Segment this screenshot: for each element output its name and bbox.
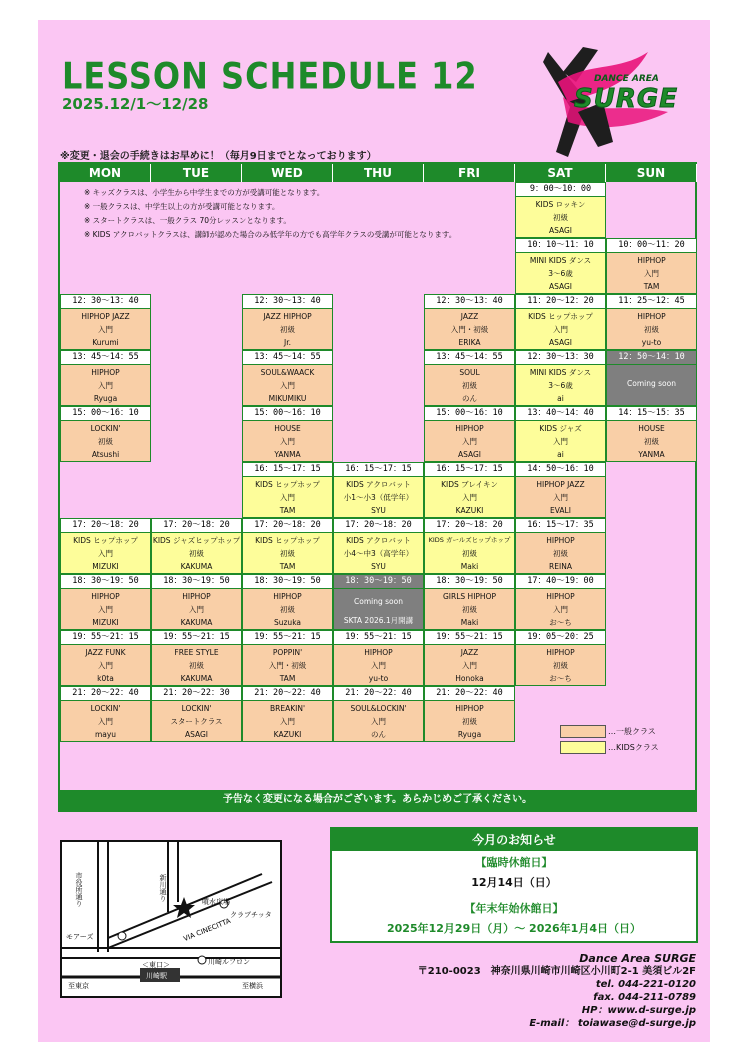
slot-instructor: Maki — [460, 562, 479, 571]
slot-class-name: HIPHOP — [546, 592, 575, 601]
slot-class-name: KIDS ヒップホップ — [528, 312, 593, 321]
slot-time: 16：15～17：35 — [516, 519, 605, 533]
slot-instructor: ASAGI — [548, 338, 573, 347]
slot-class-name: KIDS ヒップホップ — [73, 536, 138, 545]
slot-level: 3～6歳 — [548, 381, 573, 390]
slot-instructor: ASAGI — [548, 282, 573, 291]
lesson-slot — [515, 350, 606, 406]
day-header-sat: SAT — [515, 164, 606, 182]
lesson-slot — [60, 294, 151, 350]
lesson-slot — [333, 686, 424, 742]
lesson-slot — [333, 462, 424, 518]
slot-class-name: HIPHOP JAZZ — [536, 480, 585, 489]
lesson-slot — [515, 238, 606, 294]
lesson-slot — [515, 462, 606, 518]
slot-instructor: TAM — [279, 562, 296, 571]
lesson-slot — [60, 686, 151, 742]
lesson-slot — [242, 406, 333, 462]
slot-level: 入門 — [644, 269, 659, 278]
slot-level: 3～6歳 — [548, 269, 573, 278]
slot-instructor: TAM — [279, 506, 296, 515]
slot-instructor: ai — [557, 394, 564, 403]
slot-time: 19：55～21：15 — [243, 631, 332, 645]
map-label: クラブチッタ — [230, 911, 272, 919]
day-header-fri: FRI — [424, 164, 515, 182]
slot-instructor: KAKUMA — [180, 562, 213, 571]
slot-instructor: MIKUMIKU — [268, 394, 307, 403]
lesson-slot — [242, 630, 333, 686]
lesson-slot — [606, 406, 697, 462]
map-label: 川崎駅 — [146, 972, 167, 980]
lesson-slot — [424, 574, 515, 630]
slot-level: 入門 — [98, 325, 113, 334]
slot-level: 初級 — [189, 549, 204, 558]
lesson-slot — [606, 350, 697, 406]
slot-time: 21：20～22：40 — [334, 687, 423, 701]
slot-level: 入門 — [371, 717, 386, 726]
slot-level: 入門・初級 — [268, 661, 307, 670]
slot-time: 13：45～14：55 — [425, 351, 514, 365]
slot-time: 12：30～13：30 — [516, 351, 605, 365]
news-line: 2025年12月29日（月）～ 2026年1月4日（日） — [387, 922, 641, 935]
lesson-slot — [424, 630, 515, 686]
slot-time: 17：20～18：20 — [425, 519, 514, 533]
map-label: 川崎ルフロン — [208, 958, 250, 966]
slot-level: スタートクラス — [170, 717, 223, 726]
slot-class-name: LOCKIN' — [181, 704, 212, 713]
slot-class-name: SOUL&WAACK — [260, 368, 315, 377]
slot-class-name: KIDS ブレイキン — [441, 480, 498, 489]
slot-time: 19：55～21：15 — [152, 631, 241, 645]
slot-instructor: SYU — [371, 506, 386, 515]
access-map — [60, 840, 282, 998]
schedule-period: 2025.12/1～12/28 — [62, 95, 209, 113]
legend-kids-label: …KIDSクラス — [608, 743, 659, 752]
lesson-slot — [424, 462, 515, 518]
slot-class-name: HOUSE — [638, 424, 665, 433]
slot-instructor: SKTA 2026.1月開講 — [343, 616, 414, 625]
slot-level: 入門 — [98, 717, 113, 726]
slot-time: 18：30～19：50 — [334, 575, 423, 589]
slot-level: 小4～中3（高学年） — [343, 549, 414, 558]
slot-instructor: お～ち — [549, 674, 572, 683]
slot-class-name: SOUL&LOCKIN' — [350, 704, 407, 713]
slot-class-name: HIPHOP — [91, 592, 120, 601]
slot-time: 18：30～19：50 — [152, 575, 241, 589]
slot-level: 初級 — [280, 325, 295, 334]
slot-class-name: KIDS ヒップホップ — [255, 536, 320, 545]
slot-time: 19：55～21：15 — [425, 631, 514, 645]
slot-time: 16：15～17：15 — [334, 463, 423, 477]
slot-class-name: LOCKIN' — [90, 424, 121, 433]
slot-level: 入門 — [98, 605, 113, 614]
lesson-slot — [424, 350, 515, 406]
slot-level: 初級 — [644, 325, 659, 334]
legend-kids-swatch — [560, 741, 606, 754]
slot-time: 11：25～12：45 — [607, 295, 696, 309]
monthly-news — [330, 827, 698, 943]
slot-level: 入門 — [98, 381, 113, 390]
slot-instructor: ai — [557, 450, 564, 459]
slot-level: 初級 — [462, 549, 477, 558]
slot-class-name: LOCKIN' — [90, 704, 121, 713]
slot-time: 21：20～22：40 — [61, 687, 150, 701]
address: 〒210-0023 神奈川県川崎市川崎区小川町2-1 美須ビル2F — [417, 966, 696, 977]
slot-class-name: HIPHOP — [364, 648, 393, 657]
slot-level: 入門 — [553, 437, 568, 446]
slot-instructor: EVALI — [550, 506, 571, 515]
slot-level: 入門・初級 — [450, 325, 489, 334]
slot-level: 入門 — [462, 661, 477, 670]
slot-class-name: JAZZ HIPHOP — [263, 312, 312, 321]
news-line: 【年末年始休館日】 — [464, 902, 564, 915]
studio-name: Dance Area SURGE — [579, 952, 696, 965]
slot-class-name: BREAKIN' — [269, 704, 306, 713]
slot-time: 18：30～19：50 — [61, 575, 150, 589]
slot-instructor: KAKUMA — [180, 618, 213, 627]
slot-instructor: KAZUKI — [455, 506, 484, 515]
slot-level: 初級 — [98, 437, 113, 446]
slot-class-name: HIPHOP — [637, 312, 666, 321]
lesson-slot — [515, 574, 606, 630]
slot-time: 12：30～13：40 — [61, 295, 150, 309]
lesson-slot — [242, 518, 333, 574]
slot-instructor: yu-to — [641, 338, 662, 347]
lesson-slot — [606, 238, 697, 294]
slot-level: 入門 — [280, 493, 295, 502]
lesson-slot — [606, 294, 697, 350]
map-label: 新川通り — [159, 874, 167, 902]
lesson-slot — [60, 350, 151, 406]
slot-instructor: YANMA — [638, 450, 665, 459]
tel: tel. 044-221-0120 — [595, 979, 696, 990]
slot-time: 17：40～19：00 — [516, 575, 605, 589]
lesson-slot — [515, 518, 606, 574]
slot-level: 入門 — [553, 605, 568, 614]
day-header-mon: MON — [60, 164, 151, 182]
lesson-slot — [424, 686, 515, 742]
lesson-slot — [242, 574, 333, 630]
lesson-slot — [515, 182, 606, 238]
surge-logo — [528, 42, 678, 162]
news-title: 今月のお知らせ — [332, 829, 696, 851]
map-label: 市役所通り — [75, 872, 83, 907]
day-header-sun: SUN — [606, 164, 697, 182]
slot-class-name: HIPHOP — [455, 704, 484, 713]
note-line: ※ KIDS アクロバットクラスは、講師が認めた場合のみ低学年の方でも高学年クラスの受講が可能となります。 — [84, 230, 457, 239]
schedule-page — [38, 20, 710, 1042]
slot-instructor: SYU — [371, 562, 386, 571]
slot-class-name: Coming soon — [627, 379, 676, 388]
slot-instructor: TAM — [279, 674, 296, 683]
lesson-slot — [60, 406, 151, 462]
email-link[interactable]: E-mail： toiawase@d-surge.jp — [529, 1018, 696, 1029]
lesson-slot — [242, 294, 333, 350]
logo-wordmark: SURGE — [574, 84, 678, 114]
slot-class-name: JAZZ FUNK — [85, 648, 126, 657]
slot-instructor: ERIKA — [458, 338, 481, 347]
slot-time: 17：20～18：20 — [152, 519, 241, 533]
slot-time: 19：55～21：15 — [61, 631, 150, 645]
slot-level: 初級 — [553, 549, 568, 558]
slot-class-name: HIPHOP — [91, 368, 120, 377]
slot-time: 13：40～14：40 — [516, 407, 605, 421]
slot-time: 17：20～18：20 — [61, 519, 150, 533]
lesson-slot — [151, 630, 242, 686]
slot-class-name: KIDS ロッキン — [535, 200, 586, 209]
lesson-slot — [424, 518, 515, 574]
slot-class-name: JAZZ — [460, 312, 479, 321]
slot-time: 13：45～14：55 — [243, 351, 332, 365]
slot-class-name: KIDS ガールズヒップホップ — [428, 536, 511, 544]
slot-class-name: HIPHOP — [273, 592, 302, 601]
note-line: ※ キッズクラスは、小学生から中学生までの方が受講可能となります。 — [84, 188, 325, 197]
slot-instructor: TAM — [643, 282, 660, 291]
slot-instructor: Suzuka — [273, 618, 301, 627]
slot-time: 17：20～18：20 — [334, 519, 423, 533]
slot-level: 入門 — [553, 325, 568, 334]
slot-time: 18：30～19：50 — [425, 575, 514, 589]
news-line: 12月14日（日） — [471, 876, 557, 889]
slot-level: 入門 — [98, 661, 113, 670]
slot-time: 19：05～20：25 — [516, 631, 605, 645]
news-line: 【臨時休館日】 — [475, 856, 553, 869]
lesson-slot — [333, 574, 424, 630]
slot-instructor: Maki — [460, 618, 479, 627]
lesson-slot — [151, 574, 242, 630]
day-header-wed: WED — [242, 164, 333, 182]
logo-subtitle: DANCE AREA — [594, 74, 659, 84]
slot-time: 21：20～22：30 — [152, 687, 241, 701]
day-header-thu: THU — [333, 164, 424, 182]
slot-instructor: MIZUKI — [92, 562, 119, 571]
slot-time: 9：00～10：00 — [516, 183, 605, 197]
slot-class-name: Coming soon — [354, 597, 403, 606]
schedule-title: LESSON SCHEDULE 12 — [62, 54, 478, 98]
slot-instructor: お～ち — [549, 618, 572, 627]
lesson-slot — [60, 518, 151, 574]
slot-level: 初級 — [462, 381, 477, 390]
slot-time: 12：30～13：40 — [243, 295, 332, 309]
slot-class-name: KIDS ジャズ — [539, 424, 582, 433]
slot-class-name: FREE STYLE — [174, 648, 219, 657]
slot-class-name: KIDS ジャズヒップホップ — [152, 536, 241, 545]
slot-level: 初級 — [462, 605, 477, 614]
slot-level: 初級 — [553, 213, 568, 222]
slot-level: 入門 — [371, 661, 386, 670]
slot-level: 小1～小3（低学年） — [343, 493, 414, 502]
homepage-link[interactable]: HP：www.d-surge.jp — [581, 1005, 696, 1016]
map-label: 至東京 — [68, 982, 89, 990]
slot-instructor: Kurumi — [92, 338, 119, 347]
slot-time: 16：15～17：15 — [243, 463, 332, 477]
lesson-slot — [515, 406, 606, 462]
slot-time: 12：50～14：10 — [607, 351, 696, 365]
slot-class-name: SOUL — [459, 368, 480, 377]
slot-level: 入門 — [462, 437, 477, 446]
day-header-tue: TUE — [151, 164, 242, 182]
map-label: モアーズ — [66, 933, 94, 941]
slot-time: 12：30～13：40 — [425, 295, 514, 309]
slot-instructor: Ryuga — [93, 394, 118, 403]
slot-class-name: HIPHOP — [182, 592, 211, 601]
legend-general-label: …一般クラス — [608, 727, 656, 736]
slot-instructor: mayu — [94, 730, 117, 739]
slot-level: 初級 — [462, 717, 477, 726]
slot-time: 16：15～17：15 — [425, 463, 514, 477]
slot-class-name: HIPHOP — [546, 536, 575, 545]
lesson-slot — [333, 630, 424, 686]
slot-instructor: KAKUMA — [180, 674, 213, 683]
slot-instructor: REINA — [549, 562, 572, 571]
slot-time: 21：20～22：40 — [243, 687, 332, 701]
slot-time: 18：30～19：50 — [243, 575, 332, 589]
slot-class-name: HIPHOP — [637, 256, 666, 265]
slot-instructor: ASAGI — [457, 450, 482, 459]
lesson-slot — [515, 294, 606, 350]
slot-instructor: Honoka — [455, 674, 484, 683]
slot-class-name: HIPHOP — [455, 424, 484, 433]
lesson-slot — [242, 686, 333, 742]
slot-level: 初級 — [644, 437, 659, 446]
slot-class-name: MINI KIDS ダンス — [529, 256, 592, 265]
lesson-slot — [515, 630, 606, 686]
slot-class-name: JAZZ — [460, 648, 479, 657]
slot-level: 入門 — [280, 381, 295, 390]
slot-class-name: KIDS ヒップホップ — [255, 480, 320, 489]
fax: fax. 044-211-0789 — [593, 992, 696, 1003]
note-line: ※ 一般クラスは、中学生以上の方が受講可能となります。 — [84, 202, 280, 211]
slot-instructor: KAZUKI — [273, 730, 302, 739]
note-line: ※ スタートクラスは、一般クラス 70分レッスンとなります。 — [84, 216, 291, 225]
class-notes — [84, 186, 456, 242]
slot-instructor: MIZUKI — [92, 618, 119, 627]
slot-time: 13：45～14：55 — [61, 351, 150, 365]
lesson-slot — [424, 294, 515, 350]
slot-level: 初級 — [553, 661, 568, 670]
slot-level: 入門 — [462, 493, 477, 502]
slot-instructor: ASAGI — [548, 226, 573, 235]
map-label: ＜東口＞ — [142, 961, 170, 969]
slot-level: 入門 — [98, 549, 113, 558]
slot-level: 初級 — [189, 661, 204, 670]
lesson-slot — [151, 518, 242, 574]
slot-class-name: KIDS アクロバット — [346, 536, 411, 545]
slot-time: 15：00～16：10 — [243, 407, 332, 421]
slot-level: 入門 — [280, 717, 295, 726]
slot-instructor: ASAGI — [184, 730, 209, 739]
slot-time: 11：20～12：20 — [516, 295, 605, 309]
slot-time: 14：15～15：35 — [607, 407, 696, 421]
lesson-slot — [60, 574, 151, 630]
slot-class-name: HIPHOP JAZZ — [81, 312, 130, 321]
slot-class-name: GIRLS HIPHOP — [443, 592, 496, 601]
slot-instructor: yu-to — [368, 674, 389, 683]
slot-time: 10：10～11：10 — [516, 239, 605, 253]
slot-instructor: YANMA — [274, 450, 301, 459]
change-notice-bar: 予告なく変更になる場合がございます。あらかじめご了承ください。 — [58, 790, 697, 810]
slot-class-name: HIPHOP — [546, 648, 575, 657]
slot-level: 入門 — [553, 493, 568, 502]
slot-level: 入門 — [189, 605, 204, 614]
lesson-slot — [242, 350, 333, 406]
lesson-slot — [60, 630, 151, 686]
schedule-grid — [58, 162, 697, 812]
slot-time: 19：55～21：15 — [334, 631, 423, 645]
lesson-slot — [151, 686, 242, 742]
slot-time: 10：00～11：20 — [607, 239, 696, 253]
notice-text: ※変更・退会の手続きはお早めに！（毎月9日までとなっております） — [60, 151, 377, 162]
slot-time: 14：50～16：10 — [516, 463, 605, 477]
slot-instructor: k0ta — [97, 674, 114, 683]
slot-class-name: MINI KIDS ダンス — [529, 368, 592, 377]
slot-level: 入門 — [280, 437, 295, 446]
slot-time: 15：00～16：10 — [61, 407, 150, 421]
lesson-slot — [424, 406, 515, 462]
slot-instructor: のん — [371, 730, 386, 739]
slot-class-name: KIDS アクロバット — [346, 480, 411, 489]
lesson-slot — [333, 518, 424, 574]
slot-class-name: HOUSE — [274, 424, 301, 433]
map-label: VIA CINECITTA — [182, 916, 232, 944]
slot-instructor: Atsushi — [91, 450, 120, 459]
slot-time: 17：20～18：20 — [243, 519, 332, 533]
legend-general-swatch — [560, 725, 606, 738]
slot-instructor: Ryuga — [457, 730, 482, 739]
slot-class-name: POPPIN' — [272, 648, 303, 657]
lesson-slot — [242, 462, 333, 518]
slot-time: 15：00～16：10 — [425, 407, 514, 421]
slot-level: 初級 — [280, 549, 295, 558]
contact-info — [418, 952, 696, 1030]
slot-time: 21：20～22：40 — [425, 687, 514, 701]
slot-instructor: のん — [462, 394, 477, 403]
map-label: 噴水広場 — [202, 898, 230, 906]
slot-instructor: Jr. — [284, 338, 291, 347]
slot-level: 初級 — [280, 605, 295, 614]
map-label: 至横浜 — [242, 982, 263, 990]
